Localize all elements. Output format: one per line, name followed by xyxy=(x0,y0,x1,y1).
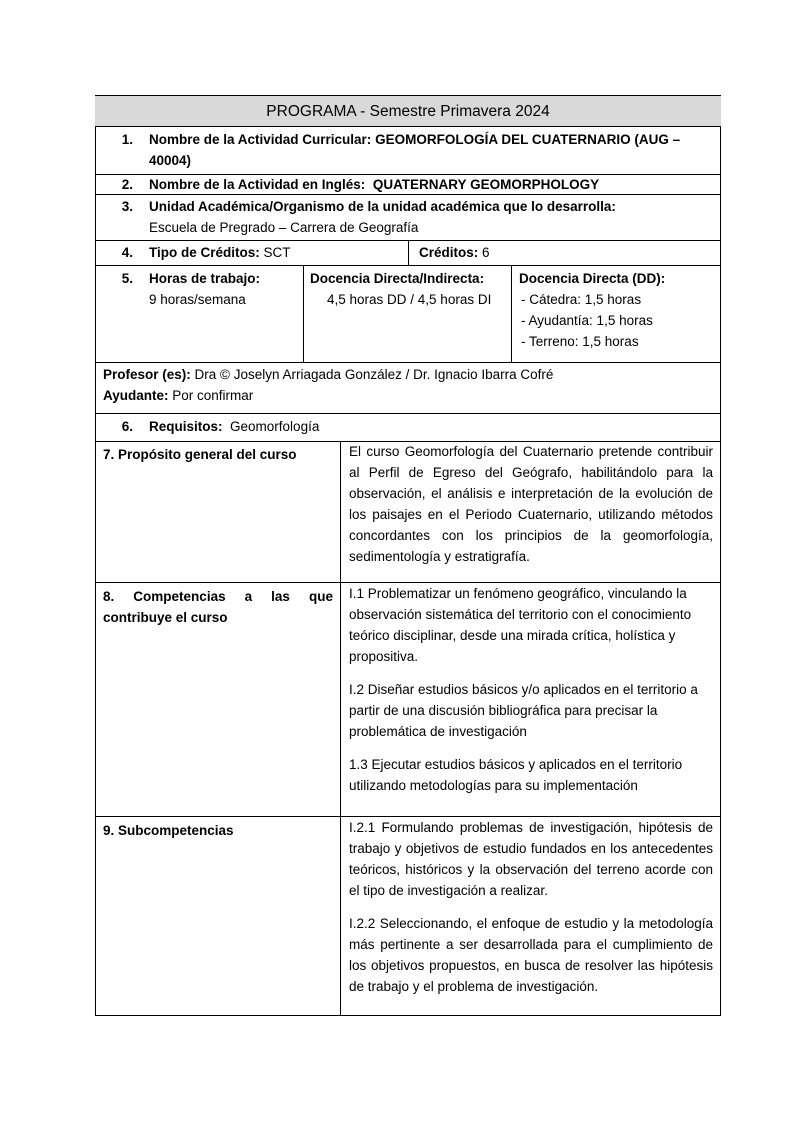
ayudante-label: Ayudante: xyxy=(103,388,169,403)
item-8-label: 8. Competencias a las que contribuye el curso xyxy=(103,589,333,625)
item-2-cell xyxy=(109,174,709,195)
item-7-label: 7. Propósito general del curso xyxy=(103,447,297,462)
item-3-value: Escuela de Pregrado – Carrera de Geografía xyxy=(149,220,419,235)
ayudante-value: Por confirmar xyxy=(172,388,254,403)
item-3-label: Unidad Académica/Organismo de la unidad académica que lo desarrolla: xyxy=(149,199,616,214)
item-5-value: 9 horas/semana xyxy=(149,292,246,307)
item-3-row xyxy=(95,195,721,241)
item-5-hours-cell xyxy=(109,268,309,310)
item-1-row xyxy=(95,127,721,174)
item-9-row xyxy=(95,817,721,1015)
item-5-dd-cell xyxy=(519,268,719,352)
item-2-row xyxy=(95,175,721,195)
competencia-2: I.2 Diseñar estudios básicos y/o aplicados en el territorio a partir de una discusión bibliográfica para precisar la problemática de investigación xyxy=(349,682,698,739)
item-6-number: 6. xyxy=(121,419,133,434)
item-5-label: Horas de trabajo: xyxy=(149,271,261,286)
item-5-row xyxy=(95,266,721,362)
item-1-cell xyxy=(109,129,709,171)
profesor-value: Dra © Joselyn Arriagada González / Dr. Ignacio Ibarra Cofré xyxy=(194,367,554,382)
dd-label: Docencia Directa (DD): xyxy=(519,271,666,286)
item-1-value-cont: 40004) xyxy=(149,153,192,168)
item-3-number: 3. xyxy=(121,199,133,214)
item-8-content xyxy=(349,583,713,808)
competencia-3: 1.3 Ejecutar estudios básicos y aplicados en el territorio utilizando metodologías para su implementación xyxy=(349,757,683,793)
item-4-number: 4. xyxy=(121,245,133,260)
item-4-type-cell xyxy=(109,242,409,263)
item-4-value: SCT xyxy=(263,245,291,260)
dd-item-catedra: - Cátedra: 1,5 horas xyxy=(521,292,642,307)
item-9-content xyxy=(349,817,713,1009)
item-1-number: 1. xyxy=(121,132,133,147)
item-6-value: Geomorfología xyxy=(230,419,320,434)
item-6-row xyxy=(95,414,721,441)
item-4-label: Tipo de Créditos: xyxy=(149,245,260,260)
docencia-label: Docencia Directa/Indirecta: xyxy=(310,271,485,286)
header-row xyxy=(95,96,721,127)
staff-cell xyxy=(103,364,713,406)
docencia-value: 4,5 horas DD / 4,5 horas DI xyxy=(327,292,492,307)
item-7-text: El curso Geomorfología del Cuaternario pretende contribuir al Perfil de Egreso del Geógrafo, habilitándolo para la observación, el análisis e interpretación de la evolución de los paisajes en el Periodo Cuaternario, utilizando métodos concordantes con los principios de la geomorfología, sedimentología y estratigrafía. xyxy=(349,444,713,564)
item-7-row xyxy=(95,442,721,583)
item-2-number: 2. xyxy=(121,177,133,192)
item-5-docencia-cell xyxy=(310,268,510,310)
item-9-label: 9. Subcompetencias xyxy=(103,823,234,838)
divider xyxy=(511,266,512,362)
subcompetencia-1: I.2.1 Formulando problemas de investigación, hipótesis de trabajo y objetivos de estudio fundados en los antecedentes teóricos, históricos y la observación del terreno acorde con el tipo de investigación a realizar. xyxy=(349,820,713,898)
item-8-row xyxy=(95,583,721,817)
item-5-number: 5. xyxy=(121,271,133,286)
credits-value: 6 xyxy=(482,245,490,260)
item-3-cell xyxy=(109,196,709,238)
table-border-bottom xyxy=(95,1015,721,1016)
page-title: PROGRAMA - Semestre Primavera 2024 xyxy=(266,103,550,120)
dd-item-terreno: - Terreno: 1,5 horas xyxy=(521,334,639,349)
divider xyxy=(303,266,304,362)
dd-item-ayudantia: - Ayudantía: 1,5 horas xyxy=(521,313,653,328)
credits-label: Créditos: xyxy=(419,245,479,260)
item-2-label: Nombre de la Actividad en Inglés: xyxy=(149,177,366,192)
item-2-value: QUATERNARY GEOMORPHOLOGY xyxy=(372,177,600,192)
subcompetencia-2: I.2.2 Seleccionando, el enfoque de estudio y la metodología más pertinente a ser desarrollada para el cumplimiento de los objetivos propuestos, en busca de resolver las hipótesis de trabajo y el problema de investigación. xyxy=(349,916,713,994)
profesor-label: Profesor (es): xyxy=(103,367,191,382)
divider xyxy=(408,241,409,266)
staff-row xyxy=(95,363,721,413)
item-6-label: Requisitos: xyxy=(149,419,223,434)
competencia-1: I.1 Problematizar un fenómeno geográfico, vinculando la observación sistemática del territorio con el conocimiento teórico disciplinar, desde una mirada crítica, holística y propositiva. xyxy=(349,586,692,664)
item-1-label: Nombre de la Actividad Curricular: xyxy=(149,132,372,147)
item-6-cell xyxy=(109,416,709,437)
item-4-credits-cell xyxy=(419,242,709,263)
item-1-value: GEOMORFOLOGÍA DEL CUATERNARIO (AUG – xyxy=(375,132,681,147)
